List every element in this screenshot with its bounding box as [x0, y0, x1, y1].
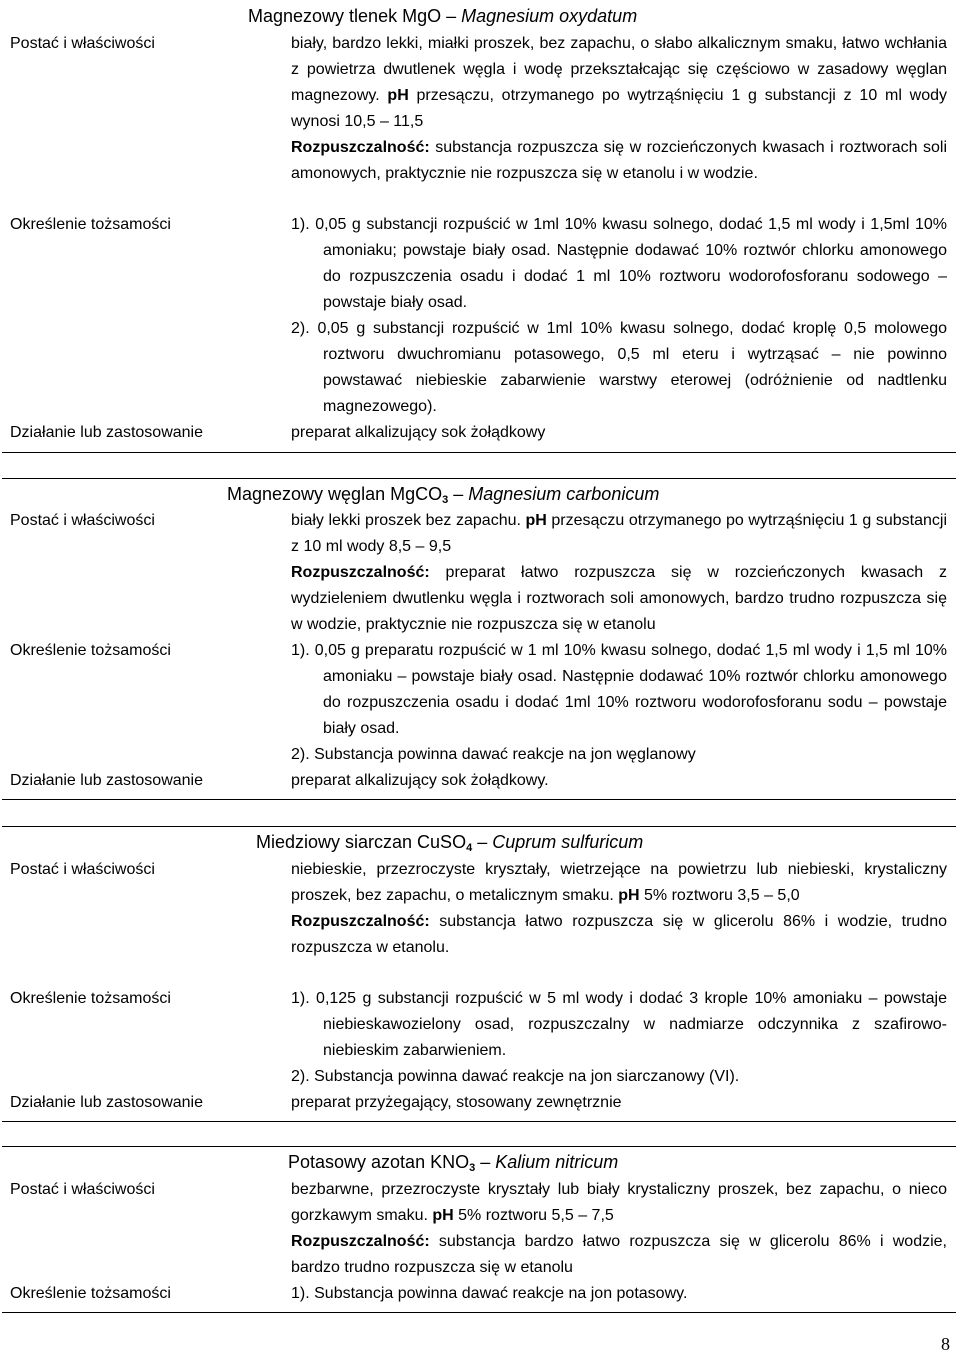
okreslenie-text: 1). 0,05 g preparatu rozpuścić w 1 ml 10% kwasu solnego, dodać 1,5 ml wody i 1,5 ml 10% amoniaku – powstaje biały osad. Następnie dodawać 10% roztwór chlorku amonowego do rozpuszczenia osadu i dodać 1ml 10% roztworu wodorofosforanu sodu – powstaje biały osad. 2). Substancja powinna dawać reakcje na jon węglanowy: [291, 642, 947, 763]
divider: [2, 1312, 956, 1313]
divider: [2, 1121, 956, 1122]
divider: [2, 826, 956, 827]
page-number: 8: [941, 1334, 950, 1354]
label-postac: Postać i właściwości: [10, 35, 155, 52]
section-title: Potasowy azotan $KNO_3$ – Kalium nitricum: [288, 1152, 619, 1174]
section-title: Magnezowy węglan MgCO$_3$ – Magnesium carbonicum: [227, 484, 660, 506]
dzialanie-text: preparat alkalizujący sok żołądkowy: [291, 424, 546, 441]
postac-text: biały lekki proszek bez zapachu. pH przesączu otrzymanego po wytrząśnięciu 1 g substancji z 10 ml wody 8,5 – 9,5 Rozpuszczalność: preparat łatwo rozpuszcza się w rozcieńczonych kwasach z wydzieleniem dwutlenku węgla i roztworach soli amonowych, bardzo trudno rozpuszcza się w wodzie, praktycznie nie rozpuszcza się w etanolu: [291, 512, 947, 633]
label-dzialanie: Działanie lub zastosowanie: [10, 424, 203, 441]
label-dzialanie: Działanie lub zastosowanie: [10, 772, 203, 789]
okreslenie-text: 1). 0,05 g substancji rozpuścić w 1ml 10% kwasu solnego, dodać 1,5 ml wody i 1,5ml 10% amoniaku; powstaje biały osad. Następnie dodawać 10% roztwór chlorku amonowego do rozpuszczenia osadu i dodać 1 ml 10% roztworu wodorofosforanu sodowego – powstaje biały osad. 2). 0,05 g substancji rozpuścić w 1ml 10% kwasu solnego, dodać kroplę 0,5 molowego roztworu dwuchromianu potasowego, 0,5 ml eteru i wytrząsać – nie powinno powstawać niebieskie zabarwienie warstwy eterowej (odróżnienie od nadtlenku magnezowego).: [291, 216, 947, 415]
divider: [2, 799, 956, 800]
divider: [2, 1146, 956, 1147]
okreslenie-text: 1). 0,125 g substancji rozpuścić w 5 ml wody i dodać 3 krople 10% amoniaku – powstaje niebieskawozielony osad, rozpuszczalny w nadmiarze odczynnika z szafirowo-niebieskim zabarwieniem. 2). Substancja powinna dawać reakcje na jon siarczanowy (VI).: [291, 990, 947, 1085]
label-postac: Postać i właściwości: [10, 1181, 155, 1198]
okreslenie-text: 1). Substancja powinna dawać reakcje na jon potasowy.: [291, 1285, 688, 1302]
postac-text: biały, bardzo lekki, miałki proszek, bez zapachu, o słabo alkalicznym smaku, łatwo wchłania z powietrza dwutlenek węgla i wodę przekształcając się częściowo w zasadowy węglan magnezowy. pH przesączu, otrzymanego po wytrząśnięciu 1 g substancji z 10 ml wody wynosi 10,5 – 11,5 Rozpuszczalność: substancja rozpuszcza się w rozcieńczonych kwasach i roztworach soli amonowych, praktycznie nie rozpuszcza się w etanolu i w wodzie.: [291, 35, 948, 182]
dzialanie-text: preparat przyżegający, stosowany zewnętrznie: [291, 1094, 622, 1111]
label-okreslenie: Określenie tożsamości: [10, 642, 171, 659]
label-dzialanie: Działanie lub zastosowanie: [10, 1094, 203, 1111]
label-okreslenie: Określenie tożsamości: [10, 216, 171, 233]
label-postac: Postać i właściwości: [10, 861, 155, 878]
dzialanie-text: preparat alkalizujący sok żołądkowy.: [291, 772, 549, 789]
label-postac: Postać i właściwości: [10, 512, 155, 529]
postac-text: niebieskie, przezroczyste kryształy, wietrzejące na powietrzu lub niebieski, krystaliczny proszek, bez zapachu, o metalicznym smaku. pH 5% roztworu 3,5 – 5,0 Rozpuszczalność: substancja łatwo rozpuszcza się w glicerolu 86% i wodzie, trudno rozpuszcza w etanolu.: [291, 861, 947, 956]
postac-text: bezbarwne, przezroczyste kryształy lub biały krystaliczny proszek, bez zapachu, o nieco gorzkawym smaku. pH 5% roztworu 5,5 – 7,5 Rozpuszczalność: substancja bardzo łatwo rozpuszcza się w glicerolu 86% i wodzie, bardzo trudno rozpuszcza się w etanolu: [291, 1181, 947, 1276]
label-okreslenie: Określenie tożsamości: [10, 990, 171, 1007]
label-okreslenie: Określenie tożsamości: [10, 1285, 171, 1302]
divider: [2, 478, 956, 479]
section-title: Miedziowy siarczan CuSO$_4$ – Cuprum sulfuricum: [256, 832, 644, 854]
section-title: Magnezowy tlenek MgO – Magnesium oxydatum: [248, 6, 638, 26]
divider: [2, 452, 956, 453]
